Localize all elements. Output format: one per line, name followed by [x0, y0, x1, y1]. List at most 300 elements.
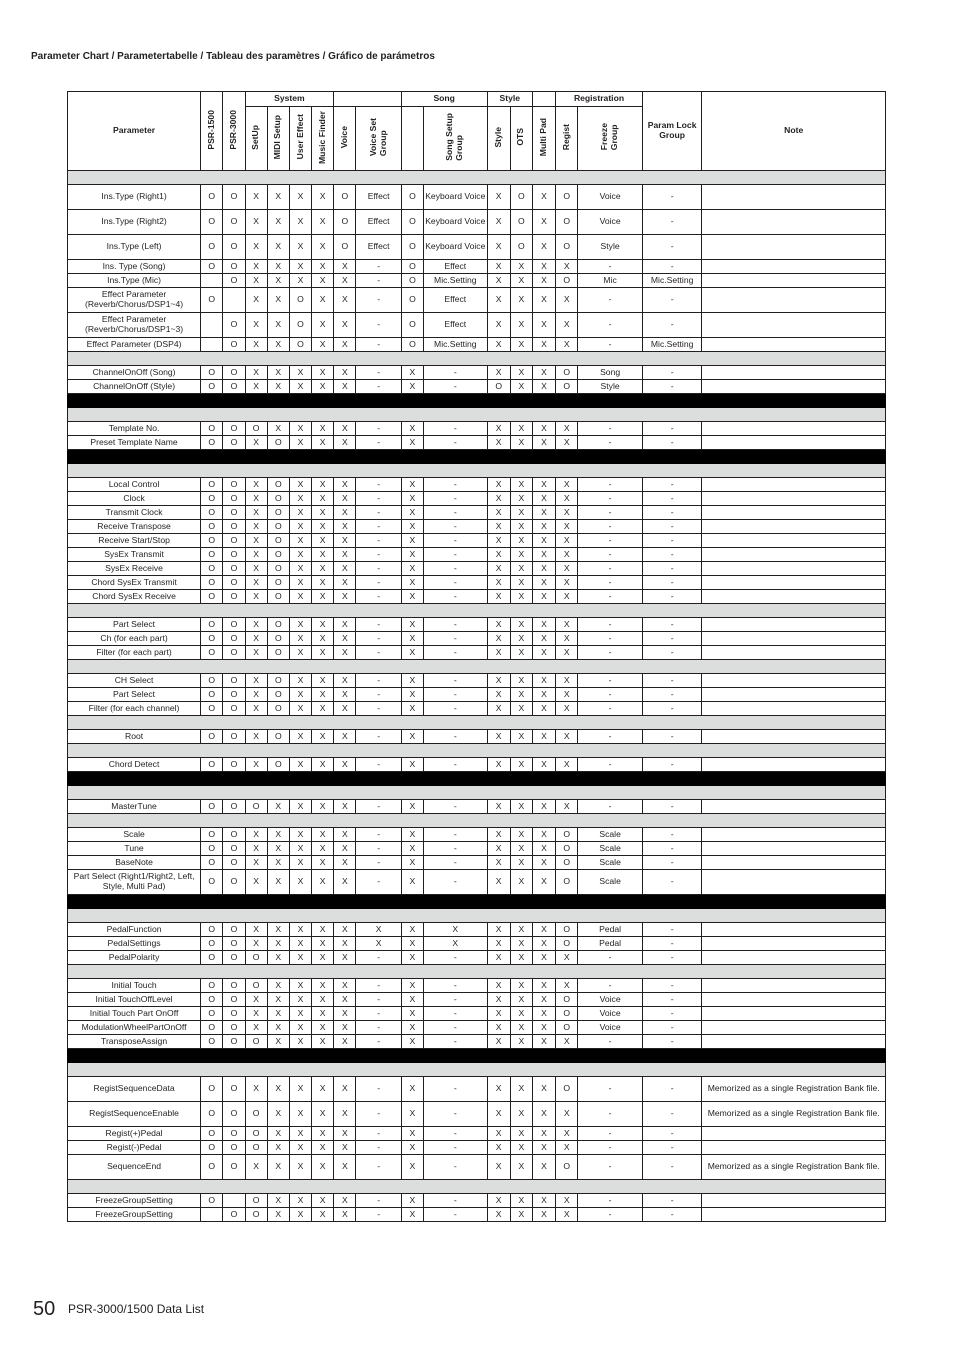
value-cell: O [289, 338, 311, 352]
value-cell: - [356, 993, 401, 1007]
table-row [68, 1155, 886, 1180]
value-cell: O [201, 951, 223, 965]
value-cell: O [223, 856, 245, 870]
note-cell [702, 274, 886, 288]
value-cell: O [245, 1194, 267, 1208]
col-setup-header: SetUp [245, 107, 267, 171]
style-group-header: Style [487, 92, 532, 107]
section-divider-dark [68, 772, 886, 786]
value-cell: X [312, 646, 334, 660]
value-cell: X [289, 688, 311, 702]
parameter-name: Filter (for each part) [68, 646, 201, 660]
value-cell: X [532, 520, 555, 534]
value-cell: X [267, 185, 289, 210]
value-cell: X [267, 366, 289, 380]
section-divider-cell [68, 965, 886, 979]
section-divider [68, 716, 886, 730]
value-cell: X [267, 993, 289, 1007]
value-cell: X [267, 288, 289, 313]
value-cell: O [267, 590, 289, 604]
note-cell [702, 688, 886, 702]
value-cell: X [312, 274, 334, 288]
value-cell: X [556, 674, 578, 688]
value-cell: X [487, 1208, 510, 1222]
value-cell: X [556, 758, 578, 772]
value-cell: - [424, 436, 488, 450]
value-cell: - [356, 800, 401, 814]
value-cell: X [401, 951, 423, 965]
value-cell: X [334, 937, 356, 951]
value-cell: - [642, 1007, 702, 1021]
value-cell: O [289, 288, 311, 313]
value-cell: O [201, 632, 223, 646]
value-cell: O [556, 1077, 578, 1102]
value-cell [201, 1208, 223, 1222]
table-row [68, 1141, 886, 1155]
value-cell: X [532, 702, 555, 716]
value-cell: - [356, 730, 401, 744]
value-cell: X [267, 856, 289, 870]
value-cell: X [334, 856, 356, 870]
value-cell: X [289, 702, 311, 716]
value-cell: O [201, 870, 223, 895]
value-cell: O [201, 1127, 223, 1141]
value-cell: - [356, 870, 401, 895]
value-cell: X [401, 436, 423, 450]
note-cell [702, 951, 886, 965]
value-cell: O [201, 828, 223, 842]
value-cell: X [556, 338, 578, 352]
value-cell: O [201, 856, 223, 870]
value-cell: X [510, 1007, 532, 1021]
value-cell: - [642, 632, 702, 646]
value-cell: - [642, 548, 702, 562]
section-divider-cell [68, 895, 886, 909]
value-cell: Mic.Setting [424, 274, 488, 288]
value-cell: X [510, 842, 532, 856]
value-cell: X [510, 758, 532, 772]
parameter-name: Ch (for each part) [68, 632, 201, 646]
value-cell: - [578, 313, 643, 338]
value-cell: X [487, 1141, 510, 1155]
note-cell [702, 1021, 886, 1035]
value-cell: X [312, 436, 334, 450]
parameter-name: Template No. [68, 422, 201, 436]
value-cell: O [267, 674, 289, 688]
value-cell: - [578, 422, 643, 436]
value-cell: X [487, 1102, 510, 1127]
table-row [68, 478, 886, 492]
value-cell: - [578, 492, 643, 506]
value-cell: X [289, 576, 311, 590]
value-cell: X [312, 800, 334, 814]
value-cell: X [401, 380, 423, 394]
value-cell: X [312, 702, 334, 716]
value-cell: Keyboard Voice [424, 210, 488, 235]
value-cell: - [642, 590, 702, 604]
value-cell: X [487, 870, 510, 895]
value-cell: X [510, 338, 532, 352]
multipad-group-blank [532, 92, 555, 107]
value-cell: O [201, 1102, 223, 1127]
value-cell: Mic.Setting [642, 338, 702, 352]
value-cell: X [487, 856, 510, 870]
value-cell: - [356, 274, 401, 288]
note-cell [702, 842, 886, 856]
value-cell: X [401, 646, 423, 660]
value-cell: O [201, 1141, 223, 1155]
value-cell: X [487, 576, 510, 590]
value-cell: X [532, 758, 555, 772]
parameter-name: ModulationWheelPartOnOff [68, 1021, 201, 1035]
value-cell: O [267, 646, 289, 660]
value-cell: X [510, 1155, 532, 1180]
value-cell: X [401, 1155, 423, 1180]
value-cell: X [245, 366, 267, 380]
section-divider-cell [68, 450, 886, 464]
value-cell: X [312, 1077, 334, 1102]
value-cell: - [642, 870, 702, 895]
value-cell: X [487, 185, 510, 210]
value-cell: O [267, 520, 289, 534]
col-regist-header: Regist [556, 107, 578, 171]
value-cell: X [289, 618, 311, 632]
value-cell: X [289, 674, 311, 688]
value-cell: X [532, 313, 555, 338]
value-cell: X [334, 366, 356, 380]
value-cell: - [578, 646, 643, 660]
section-divider-cell [68, 352, 886, 366]
section-divider [68, 1180, 886, 1194]
value-cell: X [312, 856, 334, 870]
value-cell: X [334, 951, 356, 965]
value-cell: X [487, 951, 510, 965]
value-cell: O [223, 338, 245, 352]
note-cell [702, 923, 886, 937]
value-cell: O [223, 210, 245, 235]
value-cell: X [401, 618, 423, 632]
parameter-name: RegistSequenceData [68, 1077, 201, 1102]
value-cell: O [201, 674, 223, 688]
value-cell: X [289, 646, 311, 660]
value-cell: X [556, 1102, 578, 1127]
value-cell: X [312, 313, 334, 338]
value-cell: X [532, 288, 555, 313]
parameter-name: Part Select [68, 618, 201, 632]
value-cell: - [356, 260, 401, 274]
value-cell: X [401, 576, 423, 590]
table-row [68, 366, 886, 380]
note-cell [702, 576, 886, 590]
value-cell: Pedal [578, 923, 643, 937]
table-row [68, 758, 886, 772]
value-cell: X [510, 870, 532, 895]
value-cell: - [642, 520, 702, 534]
value-cell: X [487, 828, 510, 842]
value-cell: X [334, 436, 356, 450]
note-cell [702, 993, 886, 1007]
value-cell: - [424, 646, 488, 660]
value-cell: O [223, 260, 245, 274]
note-cell [702, 856, 886, 870]
value-cell: - [356, 1155, 401, 1180]
value-cell: X [356, 937, 401, 951]
value-cell: - [578, 562, 643, 576]
table-row [68, 590, 886, 604]
value-cell: X [334, 979, 356, 993]
table-row [68, 1077, 886, 1102]
parameter-name: MasterTune [68, 800, 201, 814]
value-cell: Effect [356, 210, 401, 235]
value-cell: X [245, 688, 267, 702]
value-cell: X [334, 993, 356, 1007]
value-cell: X [245, 730, 267, 744]
value-cell: X [312, 688, 334, 702]
value-cell: X [556, 1035, 578, 1049]
section-divider-cell [68, 814, 886, 828]
table-row [68, 632, 886, 646]
note-cell [702, 366, 886, 380]
value-cell: X [245, 923, 267, 937]
value-cell: X [334, 618, 356, 632]
value-cell: X [245, 210, 267, 235]
value-cell: X [556, 534, 578, 548]
value-cell: X [487, 993, 510, 1007]
value-cell: - [642, 260, 702, 274]
value-cell: O [201, 979, 223, 993]
section-divider-cell [68, 786, 886, 800]
value-cell: O [245, 1102, 267, 1127]
value-cell: X [401, 422, 423, 436]
section-divider-cell [68, 408, 886, 422]
value-cell: O [267, 506, 289, 520]
value-cell: X [267, 1077, 289, 1102]
value-cell: O [223, 979, 245, 993]
value-cell: X [401, 632, 423, 646]
parameter-name: Ins.Type (Left) [68, 235, 201, 260]
value-cell: X [312, 937, 334, 951]
value-cell: - [356, 758, 401, 772]
table-row [68, 436, 886, 450]
value-cell: X [245, 632, 267, 646]
value-cell: Keyboard Voice [424, 185, 488, 210]
value-cell: X [267, 210, 289, 235]
value-cell: O [267, 548, 289, 562]
value-cell: - [642, 422, 702, 436]
value-cell: X [289, 380, 311, 394]
value-cell: O [223, 520, 245, 534]
value-cell: X [334, 730, 356, 744]
value-cell: Mic.Setting [642, 274, 702, 288]
value-cell: O [245, 1127, 267, 1141]
value-cell: - [356, 576, 401, 590]
value-cell: X [245, 646, 267, 660]
value-cell: X [289, 951, 311, 965]
value-cell: X [267, 380, 289, 394]
value-cell: X [532, 1194, 555, 1208]
parameter-name: Chord Detect [68, 758, 201, 772]
value-cell: - [356, 702, 401, 716]
value-cell: X [245, 548, 267, 562]
value-cell: X [245, 506, 267, 520]
note-cell [702, 1035, 886, 1049]
value-cell: O [201, 646, 223, 660]
value-cell: O [223, 674, 245, 688]
value-cell: X [312, 923, 334, 937]
value-cell: - [424, 1021, 488, 1035]
value-cell: X [289, 870, 311, 895]
parameter-name: Chord SysEx Receive [68, 590, 201, 604]
value-cell: X [487, 1155, 510, 1180]
value-cell: O [223, 436, 245, 450]
value-cell: X [510, 562, 532, 576]
value-cell: X [532, 937, 555, 951]
value-cell: X [267, 1208, 289, 1222]
note-cell [702, 422, 886, 436]
value-cell: - [356, 1102, 401, 1127]
value-cell: X [312, 548, 334, 562]
value-cell: X [532, 1021, 555, 1035]
param-lock-group-header: Param Lock Group [642, 92, 702, 171]
value-cell: - [356, 534, 401, 548]
table-row [68, 506, 886, 520]
value-cell: X [334, 1208, 356, 1222]
value-cell: X [532, 870, 555, 895]
parameter-chart [67, 91, 886, 1222]
value-cell [201, 274, 223, 288]
value-cell: O [201, 1077, 223, 1102]
table-row [68, 856, 886, 870]
value-cell: X [245, 758, 267, 772]
value-cell: X [510, 1035, 532, 1049]
value-cell: O [267, 730, 289, 744]
value-cell: X [334, 590, 356, 604]
registration-group-header: Registration [556, 92, 643, 107]
value-cell: O [267, 436, 289, 450]
value-cell: X [245, 338, 267, 352]
value-cell: - [578, 979, 643, 993]
value-cell: O [556, 993, 578, 1007]
value-cell: - [424, 674, 488, 688]
value-cell: - [424, 422, 488, 436]
value-cell: X [401, 1102, 423, 1127]
value-cell: Mic.Setting [424, 338, 488, 352]
value-cell: O [334, 235, 356, 260]
value-cell: X [401, 674, 423, 688]
table-row [68, 288, 886, 313]
value-cell: X [487, 1021, 510, 1035]
value-cell: X [401, 870, 423, 895]
note-cell [702, 730, 886, 744]
value-cell: X [510, 1127, 532, 1141]
value-cell: - [578, 534, 643, 548]
value-cell: X [289, 1155, 311, 1180]
parameter-name: FreezeGroupSetting [68, 1194, 201, 1208]
value-cell: O [334, 185, 356, 210]
value-cell: X [334, 842, 356, 856]
note-cell [702, 1194, 886, 1208]
value-cell: X [289, 534, 311, 548]
value-cell: X [401, 590, 423, 604]
value-cell: X [289, 842, 311, 856]
value-cell: O [201, 800, 223, 814]
section-divider [68, 909, 886, 923]
value-cell: X [312, 1141, 334, 1155]
value-cell: X [532, 993, 555, 1007]
value-cell: - [578, 1102, 643, 1127]
value-cell: - [356, 688, 401, 702]
note-cell [702, 235, 886, 260]
value-cell: X [334, 1155, 356, 1180]
parameter-name: Initial Touch Part OnOff [68, 1007, 201, 1021]
parameter-name: Clock [68, 492, 201, 506]
value-cell: X [556, 702, 578, 716]
value-cell: - [424, 800, 488, 814]
value-cell: - [578, 1155, 643, 1180]
value-cell: - [642, 1141, 702, 1155]
value-cell: X [487, 492, 510, 506]
col-style-header: Style [487, 107, 510, 171]
parameter-name: SysEx Transmit [68, 548, 201, 562]
value-cell: O [556, 366, 578, 380]
value-cell: X [334, 478, 356, 492]
value-cell: X [312, 520, 334, 534]
value-cell: X [532, 1035, 555, 1049]
value-cell: X [487, 210, 510, 235]
note-cell [702, 870, 886, 895]
value-cell: - [356, 520, 401, 534]
value-cell: - [578, 338, 643, 352]
parameter-name: BaseNote [68, 856, 201, 870]
value-cell: Song [578, 366, 643, 380]
value-cell: X [424, 937, 488, 951]
value-cell: X [487, 632, 510, 646]
value-cell: - [424, 576, 488, 590]
table-row [68, 993, 886, 1007]
value-cell: X [245, 313, 267, 338]
value-cell: - [424, 1102, 488, 1127]
note-cell: Memorized as a single Registration Bank file. [702, 1077, 886, 1102]
value-cell: X [401, 937, 423, 951]
section-divider-dark [68, 394, 886, 408]
note-cell: Memorized as a single Registration Bank file. [702, 1155, 886, 1180]
value-cell: - [356, 1127, 401, 1141]
value-cell: Scale [578, 856, 643, 870]
value-cell: X [487, 688, 510, 702]
value-cell: X [245, 274, 267, 288]
table-row [68, 338, 886, 352]
value-cell: O [245, 800, 267, 814]
value-cell: X [289, 632, 311, 646]
value-cell: X [510, 979, 532, 993]
value-cell: - [642, 923, 702, 937]
note-cell [702, 618, 886, 632]
value-cell: X [312, 338, 334, 352]
value-cell: O [201, 436, 223, 450]
value-cell [223, 1194, 245, 1208]
parameter-name: Receive Start/Stop [68, 534, 201, 548]
value-cell: X [312, 288, 334, 313]
value-cell: X [532, 562, 555, 576]
value-cell: X [401, 828, 423, 842]
value-cell: X [289, 422, 311, 436]
table-row [68, 979, 886, 993]
table-row [68, 576, 886, 590]
value-cell: X [289, 1141, 311, 1155]
table-row [68, 492, 886, 506]
value-cell: O [223, 1208, 245, 1222]
value-cell: X [487, 562, 510, 576]
